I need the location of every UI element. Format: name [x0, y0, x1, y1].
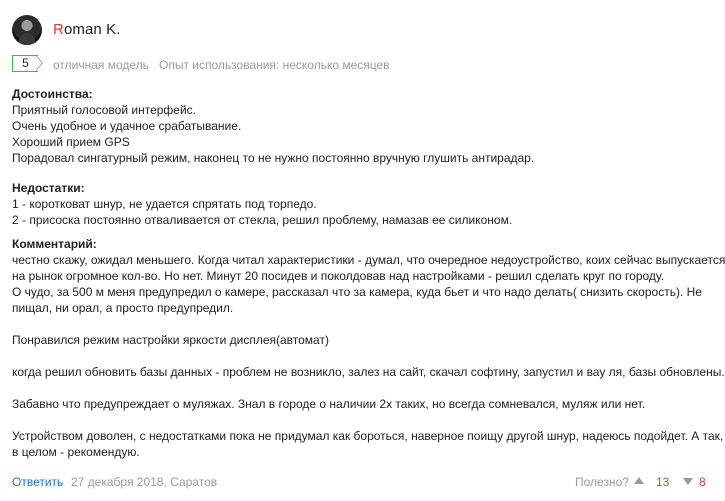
comment-line: в целом - рекомендую.: [12, 445, 140, 459]
author-name[interactable]: [53, 21, 121, 38]
rating-badge: 5: [12, 55, 38, 72]
useful-label: Полезно?: [575, 475, 629, 489]
comment-line: на рынок огромное кол-во. Но нет. Минут 20 посидев и поколдовав над настройками - решил сделать круг по городу.: [12, 269, 665, 283]
review-date-city: 27 декабря 2018, Саратов: [71, 475, 218, 489]
comment-line: когда решил обновить базы данных - проблем не возникло, залез на сайт, скачал софтину, запустил и вау ля, базы обновлены.: [12, 365, 725, 379]
comment-line: пищал, ни орал, а просто предупредил.: [12, 301, 234, 315]
cons-line: 2 - присоска постоянно отваливается от стекла, решил проблему, намазав ее силиконом.: [12, 213, 513, 227]
comment-blank-line: [12, 316, 712, 332]
pros-line: Хороший прием GPS: [12, 135, 130, 149]
thumb-down-icon[interactable]: [683, 478, 693, 485]
comment-blank-line: [12, 348, 712, 364]
rating-label: отличная модель: [53, 58, 149, 72]
pros-line: Порадовал сингатурный режим, наконец то не нужно постоянно вручную глушить антирадар.: [12, 151, 535, 165]
downvote-count: 8: [699, 475, 706, 489]
pros-line: Приятный голосовой интерфейс.: [12, 103, 197, 117]
upvote-count: 13: [656, 475, 670, 489]
comment-blank-line: [12, 412, 712, 428]
author-initial: R: [53, 21, 64, 38]
author-name-rest: oman K.: [63, 21, 121, 38]
cons-line: 1 - коротковат шнур, не удается спрятать под торпедо.: [12, 197, 317, 211]
cons-section: [12, 180, 712, 228]
pros-heading: Достоинства:: [12, 87, 93, 101]
pros-line: Очень удобное и удачное срабатывание.: [12, 119, 242, 133]
reply-link[interactable]: Ответить: [12, 475, 64, 489]
usage-experience: Опыт использования: несколько месяцев: [159, 58, 390, 72]
comment-line: Забавно что предупреждает о муляжах. Знал в городе о наличии 2х таких, но всегда сомневался, муляж или нет.: [12, 397, 646, 411]
comment-line: честно скажу, ожидал меньшего. Когда читал характеристики - думал, что очередное недоустройство, коих сейчас выпускается: [12, 253, 725, 267]
comment-heading: Комментарий:: [12, 237, 97, 251]
comment-line: Понравился режим настройки яркости дисплея(автомат): [12, 333, 329, 347]
thumb-up-icon[interactable]: [634, 477, 644, 484]
comment-line: Устройством доволен, с недостатками пока не придумал как бороться, наверное поищу другой шнур, надеюсь подойдет. А так,: [12, 429, 724, 443]
cons-heading: Недостатки:: [12, 181, 85, 195]
rating-badge-arrow-fill: [36, 56, 42, 70]
avatar[interactable]: [12, 15, 42, 45]
comment-line: О чудо, за 500 м меня предупредил о камере, рассказал что за камера, куда бьет и что надо делать( снизить скорость). Не: [12, 285, 702, 299]
pros-section: [12, 86, 712, 166]
comment-section: [12, 236, 725, 460]
comment-blank-line: [12, 380, 712, 396]
